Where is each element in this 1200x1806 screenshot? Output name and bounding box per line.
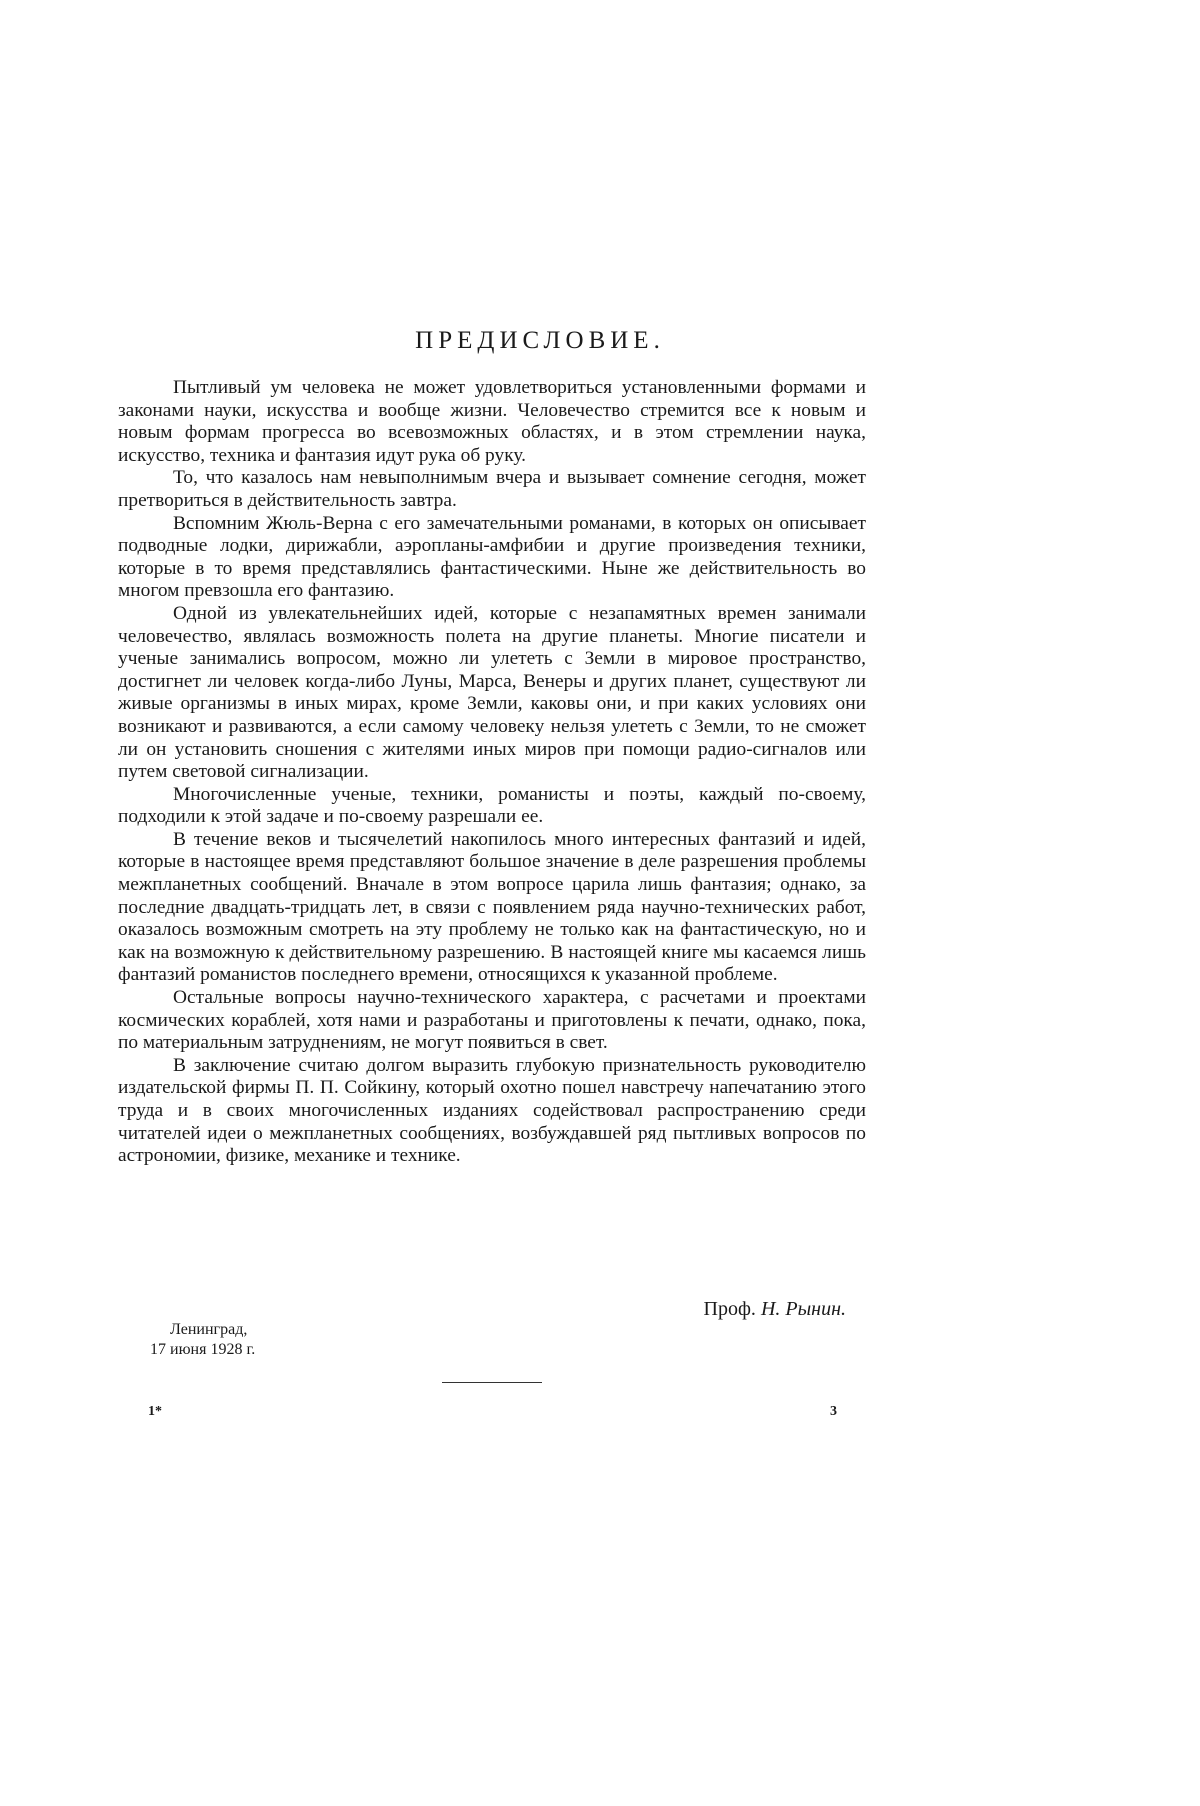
signature-prefix: Проф.	[703, 1298, 756, 1320]
page-number: 3	[830, 1404, 837, 1419]
place-city: Ленинград,	[170, 1321, 248, 1338]
paragraph: То, что казалось нам невыполнимым вчера и вызывает сомнение сегодня, может претвориться в действительность завтра.	[118, 467, 866, 511]
place-date: 17 июня 1928 г.	[150, 1341, 256, 1358]
preface-body	[118, 377, 866, 1168]
section-divider	[442, 1382, 542, 1383]
paragraph: Многочисленные ученые, техники, романисты и поэты, каждый по-своему, подходили к этой задаче и по-своему разрешали ее.	[118, 783, 866, 828]
page-title: ПРЕДИСЛОВИЕ.	[415, 327, 665, 354]
paragraph: В заключение считаю долгом выразить глубокую признательность руководителю издательской фирмы П. П. Сойкину, который охотно пошел навстречу напечатанию этого труда и в своих многочисленных изданиях содействовал распространению среди читателей идеи о межпланетных сообщениях, возбуждавшей ряд пытливых вопросов по астрономии, физике, механике и технике.	[118, 1054, 866, 1167]
signature-name: Н. Рынин.	[760, 1298, 846, 1320]
paragraph: Пытливый ум человека не может удовлетвориться установленными формами и законами науки, искусства и вообще жизни. Человечество стремится все к новым и новым формам прогресса во всевозможных областях, и в этом стремлении наука, искусство, техника и фантазия идут рука об руку.	[118, 377, 866, 466]
paragraph: Вспомним Жюль-Верна с его замечательными романами, в которых он описывает подводные лодки, дирижабли, аэропланы-амфибии и другие произведения техники, которые в то время представлялись фантастическими. Ныне же действительность во многом превзошла его фантазию.	[118, 512, 866, 602]
signature-mark: 1*	[148, 1404, 162, 1419]
place-and-date	[150, 1320, 255, 1360]
paragraph: Остальные вопросы научно-технического характера, с расчетами и проектами космических кораблей, хотя нами и разработаны и приготовлены к печати, однако, пока, по материальным затруднениям, не могут появиться в свет.	[118, 987, 866, 1054]
author-signature	[704, 1298, 846, 1321]
paragraph: В течение веков и тысячелетий накопилось много интересных фантазий и идей, которые в настоящее время представляют большое значение в деле разрешения проблемы межпланетных сообщений. Вначале в этом вопросе царила лишь фантазия; однако, за последние двадцать-тридцать лет, в связи с появлением ряда научно-технических работ, оказалось возможным смотреть на эту проблему не только как на фантастическую, но и как на возможную к действительному разрешению. В настоящей книге мы касаемся лишь фантазий романистов последнего времени, относящихся к указанной проблеме.	[118, 828, 866, 986]
paragraph: Одной из увлекательнейших идей, которые с незапамятных времен занимали человечество, являлась возможность полета на другие планеты. Многие писатели и ученые занимались вопросом, можно ли улететь с Земли в мировое пространство, достигнет ли человек когда-либо Луны, Марса, Венеры и других планет, существуют ли живые организмы в иных мирах, кроме Земли, каковы они, и при каких условиях они возникают и развиваются, а если самому человеку нельзя улететь с Земли, то не сможет ли он установить сношения с жителями иных миров при помощи радио-сигналов или путем световой сигнализации.	[118, 602, 866, 783]
